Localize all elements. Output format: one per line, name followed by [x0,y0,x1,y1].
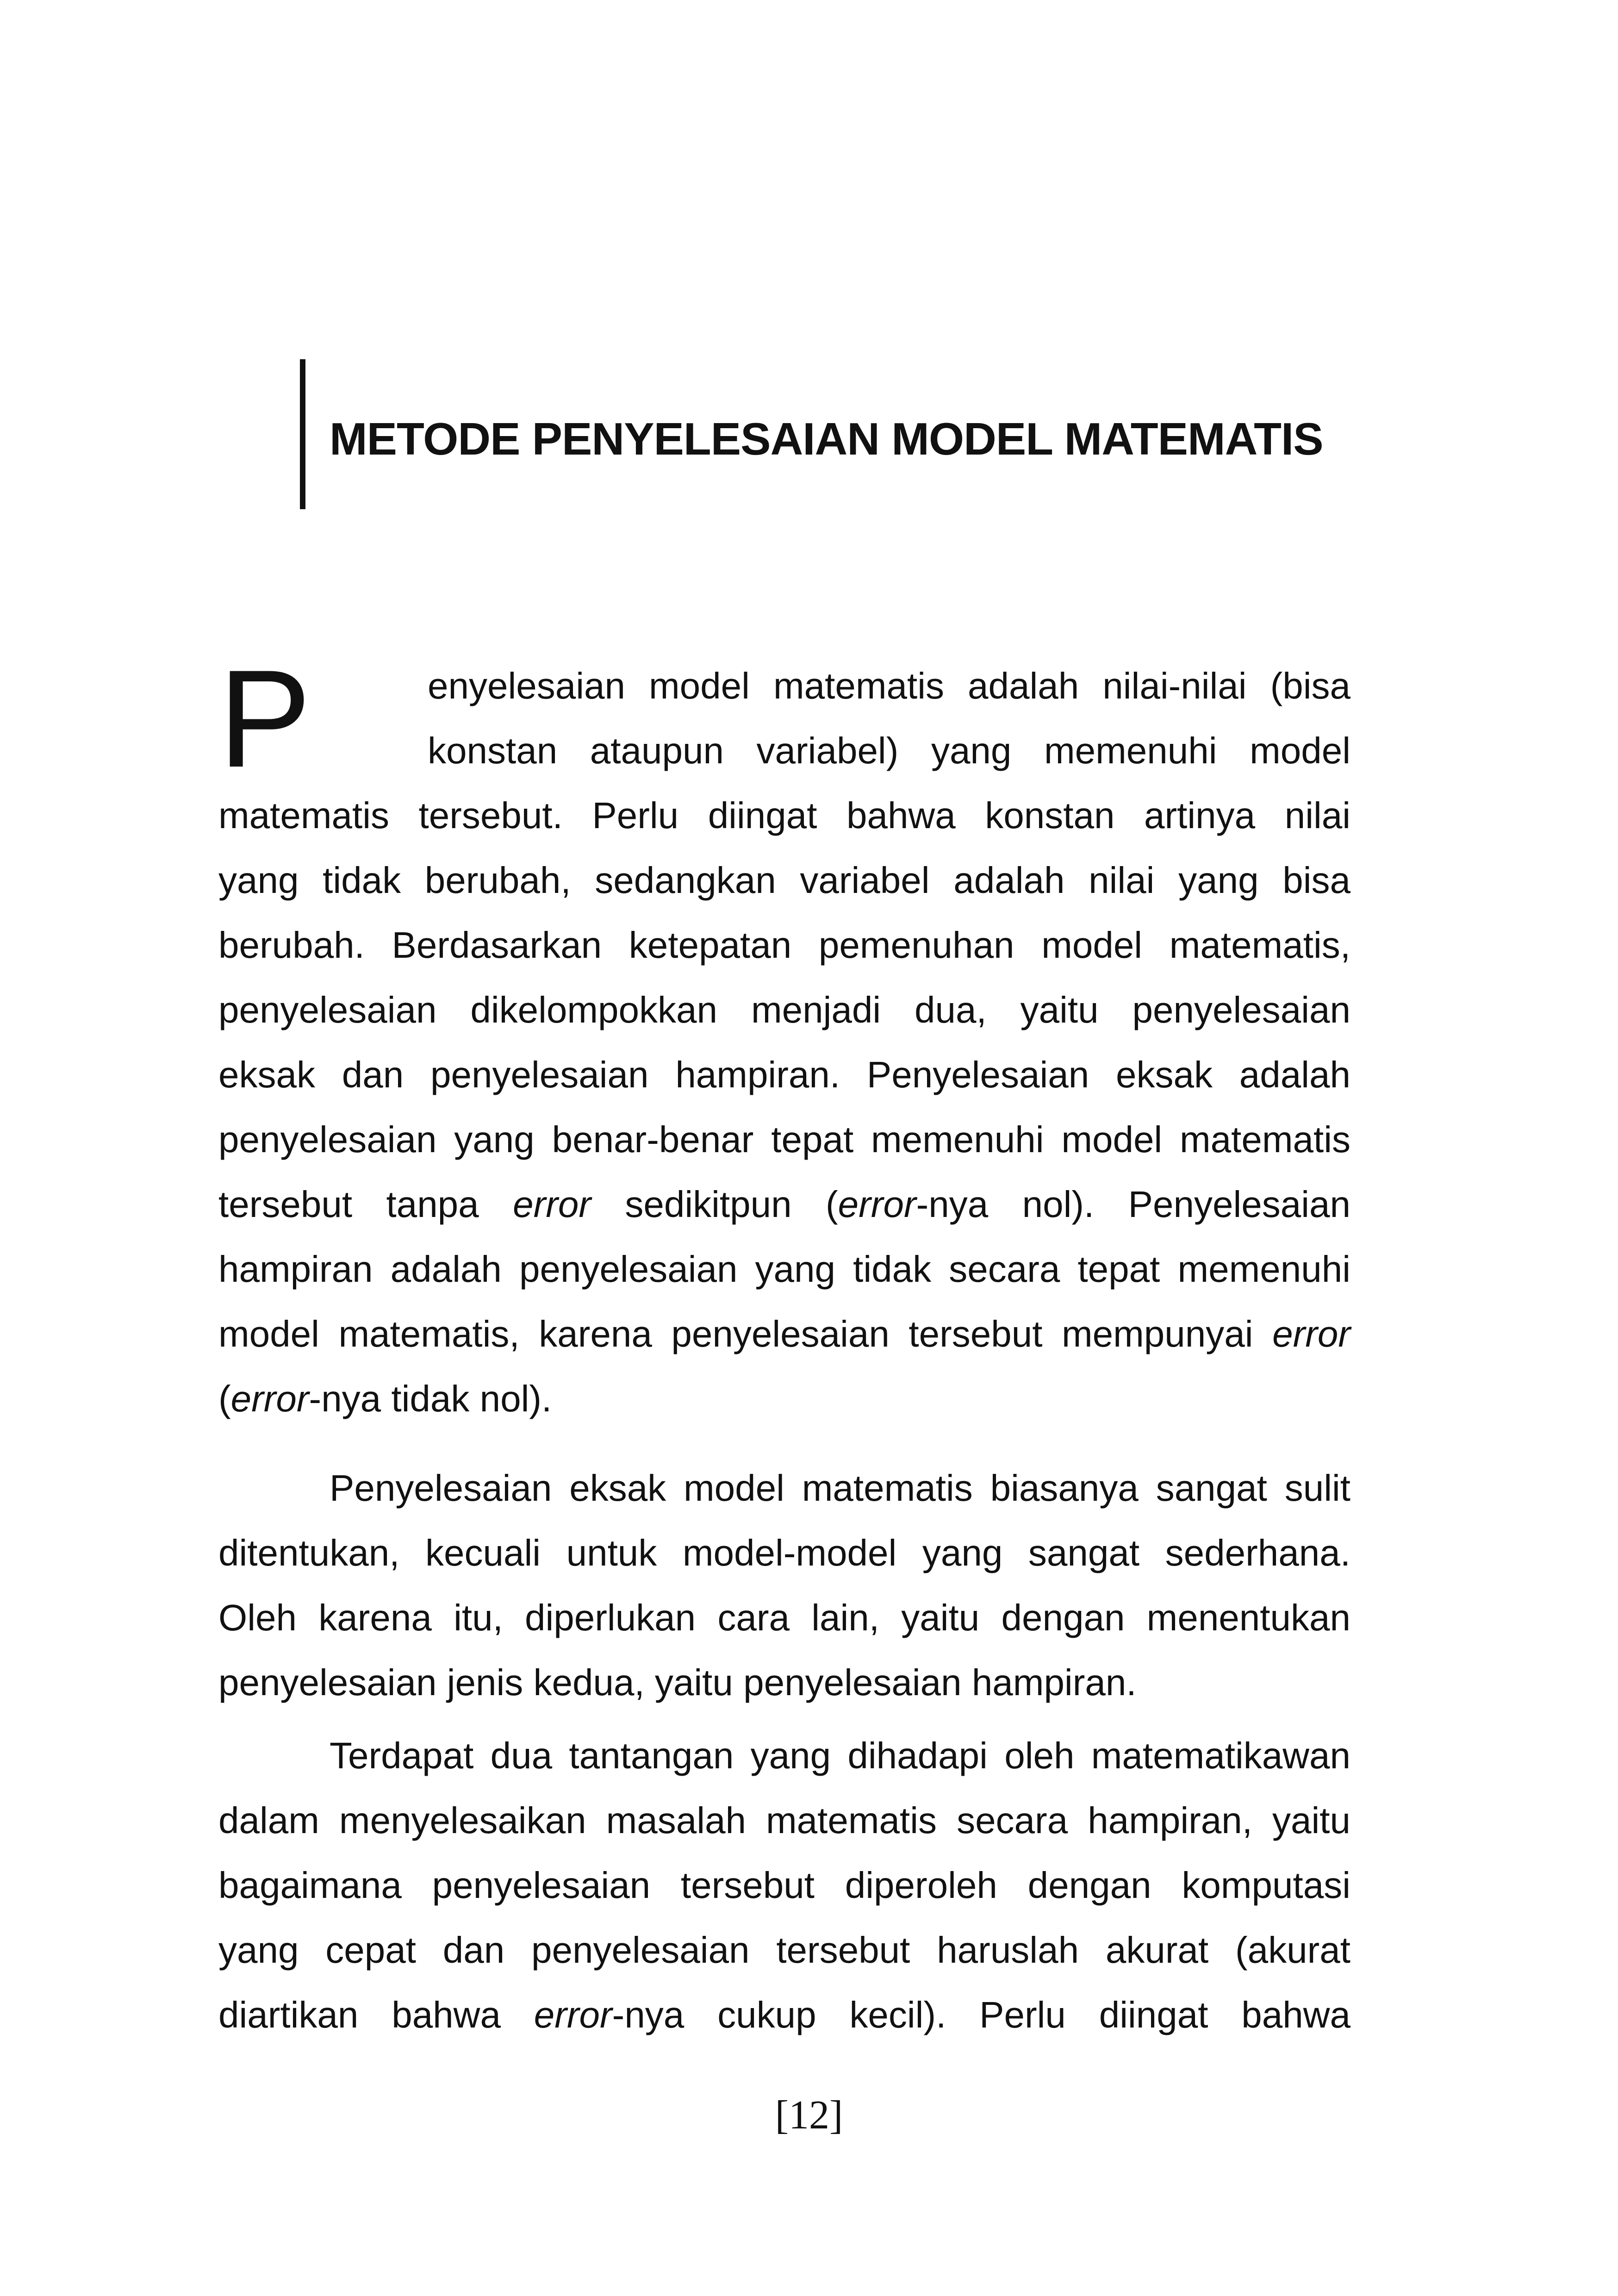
italic-term-error: error [513,1184,591,1225]
italic-term-error: error [838,1184,916,1225]
paragraph-1-line-12 [218,1366,1350,1431]
text-run: -nya cukup kecil). Perlu diingat bahwa [612,1994,1351,2035]
drop-cap: P [218,641,311,796]
paragraph-1-line-2: konstan ataupun variabel) yang memenuhi model [428,730,1350,771]
paragraph-1-line-5: berubah. Berdasarkan ketepatan pemenuhan model matematis, [218,924,1350,966]
text-run: diartikan bahwa [218,1994,534,2035]
paragraph-2-line-2: ditentukan, kecuali untuk model-model yang sangat sederhana. [218,1532,1350,1573]
italic-term-error: error [534,1994,612,2035]
italic-term-error: error [230,1378,309,1419]
paragraph-2-line-3: Oleh karena itu, diperlukan cara lain, yaitu dengan menentukan [218,1597,1350,1638]
paragraph-3-line-4: yang cepat dan penyelesaian tersebut haruslah akurat (akurat [218,1929,1350,1971]
page-number: [12] [775,2093,843,2138]
paragraph-1 [218,641,1350,1431]
paragraph-2-line-4: penyelesaian jenis kedua, yaitu penyelesaian hampiran. [218,1662,1137,1703]
paragraph-1-line-10: hampiran adalah penyelesaian yang tidak secara tepat memenuhi [218,1248,1350,1290]
paragraph-1-line-8: penyelesaian yang benar-benar tepat memenuhi model matematis [218,1119,1350,1160]
paragraph-2 [218,1456,1350,1715]
text-run: ( [218,1378,231,1419]
text-run: model matematis, karena penyelesaian tersebut mempunyai [218,1313,1273,1354]
text-run: sedikitpun ( [591,1184,838,1225]
paragraph-1-line-11 [218,1302,1350,1366]
paragraph-3-line-1: Terdapat dua tantangan yang dihadapi oleh matematikawan [330,1735,1350,1776]
paragraph-1-line-1: enyelesaian model matematis adalah nilai-nilai (bisa [428,665,1350,706]
paragraph-1-line-7: eksak dan penyelesaian hampiran. Penyelesaian eksak adalah [218,1054,1350,1095]
paragraph-2-line-1: Penyelesaian eksak model matematis biasanya sangat sulit [330,1467,1350,1509]
paragraph-3-line-5 [218,1983,1350,2047]
text-run: tersebut tanpa [218,1184,513,1225]
paragraph-1-line-3: matematis tersebut. Perlu diingat bahwa konstan artinya nilai [218,795,1350,836]
paragraph-1-line-4: yang tidak berubah, sedangkan variabel adalah nilai yang bisa [218,860,1350,901]
paragraph-1-line-6: penyelesaian dikelompokkan menjadi dua, yaitu penyelesaian [218,989,1350,1030]
italic-term-error: error [1272,1313,1350,1354]
paragraph-3-line-2: dalam menyelesaikan masalah matematis secara hampiran, yaitu [218,1800,1350,1841]
text-run: -nya nol). Penyelesaian [916,1184,1350,1225]
chapter-title: METODE PENYELESAIAN MODEL MATEMATIS [330,413,1323,464]
paragraph-3-line-3: bagaimana penyelesaian tersebut diperoleh dengan komputasi [218,1865,1350,1906]
paragraph-3 [218,1723,1350,2047]
chapter-title-bar [300,359,305,509]
text-run: -nya tidak nol). [309,1378,552,1419]
paragraph-1-line-9 [218,1172,1350,1237]
